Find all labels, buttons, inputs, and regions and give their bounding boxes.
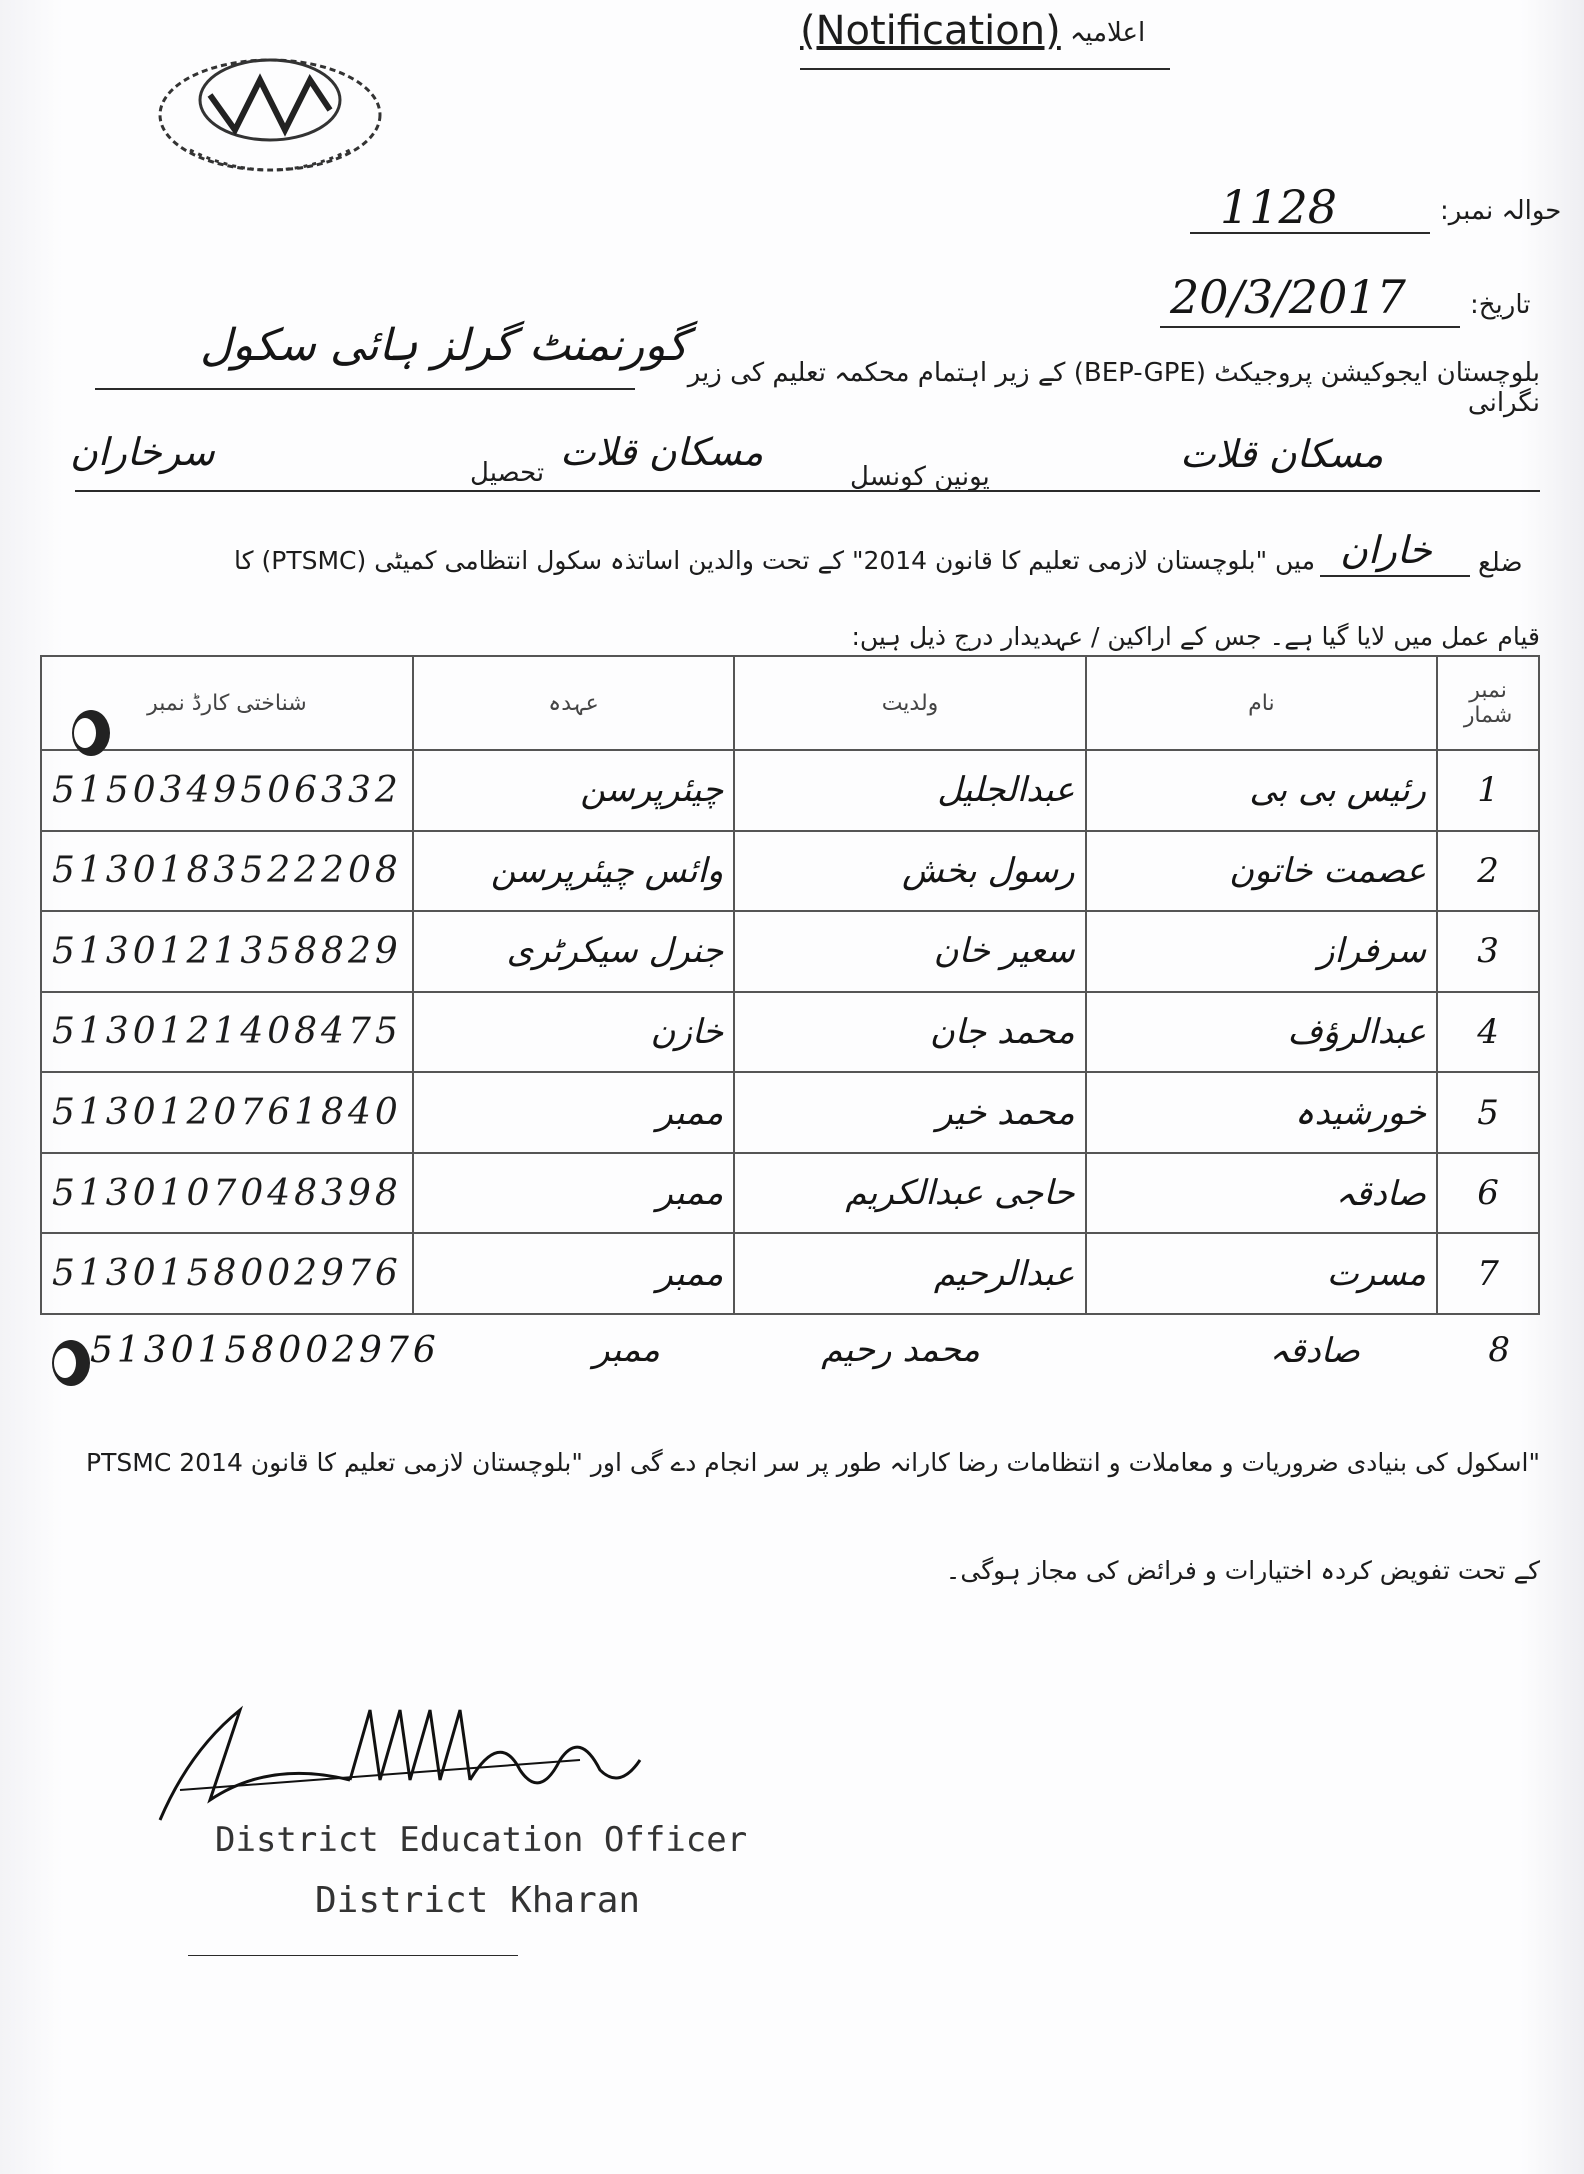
body-line-4: قیام عمل میں لایا گیا ہے۔ جس کے اراکین / عہدیدار درج ذیل ہیں: bbox=[851, 622, 1540, 651]
row-name: رئیس بی بی bbox=[1086, 750, 1437, 831]
punch-hole bbox=[72, 710, 110, 756]
officer-stamp-line-1: District Education Officer bbox=[215, 1820, 748, 1860]
table-row bbox=[41, 992, 1539, 1073]
district-underline bbox=[1320, 575, 1470, 577]
title-urdu: اعلامیہ bbox=[1070, 18, 1146, 48]
row-name: سرفراز bbox=[1086, 911, 1437, 992]
row-cnic: 5130120761840 bbox=[41, 1072, 413, 1153]
extra-serial: 8 bbox=[1488, 1330, 1510, 1370]
extra-name: صادقہ bbox=[1269, 1331, 1360, 1371]
row-serial: 2 bbox=[1437, 831, 1539, 912]
row-serial: 7 bbox=[1437, 1233, 1539, 1314]
school-name: گورنمنٹ گرلز ہائی سکول bbox=[200, 320, 688, 371]
extra-member-row bbox=[40, 1320, 1540, 1390]
row-designation: خازن bbox=[413, 992, 735, 1073]
row-cnic: 5130107048398 bbox=[41, 1153, 413, 1234]
reference-underline bbox=[1190, 232, 1430, 234]
department-seal bbox=[150, 40, 390, 180]
row-parentage: محمد جان bbox=[734, 992, 1085, 1073]
row-name: عصمت خاتون bbox=[1086, 831, 1437, 912]
body-line-1: بلوچستان ایجوکیشن پروجیکٹ (BEP-GPE) کے زیر اہتمام محکمہ تعلیم کی زیر نگرانی bbox=[687, 358, 1540, 418]
row-serial: 6 bbox=[1437, 1153, 1539, 1234]
table-row bbox=[41, 831, 1539, 912]
row-cnic: 5130121358829 bbox=[41, 911, 413, 992]
tehsil-label: تحصیل bbox=[470, 458, 545, 488]
row-designation: چیئرپرسن bbox=[413, 750, 735, 831]
row-name: مسرت bbox=[1086, 1233, 1437, 1314]
table-row bbox=[41, 1153, 1539, 1234]
row-serial: 3 bbox=[1437, 911, 1539, 992]
row-designation: وائس چیئرپرسن bbox=[413, 831, 735, 912]
reference-label: حوالہ نمبر: bbox=[1440, 196, 1562, 226]
row-name: عبدالرؤف bbox=[1086, 992, 1437, 1073]
signature-underline bbox=[188, 1955, 518, 1956]
row-serial: 5 bbox=[1437, 1072, 1539, 1153]
row-parentage: سعیر خان bbox=[734, 911, 1085, 992]
row-designation: ممبر bbox=[413, 1072, 735, 1153]
extra-cnic: 5130158002976 bbox=[90, 1330, 440, 1371]
body-line-3: میں "بلوچستان لازمی تعلیم کا قانون 2014" کے تحت والدین اساتذہ سکول انتظامی کمیٹی (PTSMC) کا bbox=[234, 546, 1315, 575]
uc-value: مسکان قلات bbox=[560, 430, 764, 474]
header-designation: عہدہ bbox=[413, 656, 735, 750]
officer-stamp-line-2: District Kharan bbox=[315, 1880, 641, 1921]
row-name: خورشیدہ bbox=[1086, 1072, 1437, 1153]
reference-number: 1128 bbox=[1220, 180, 1338, 234]
extra-designation: ممبر bbox=[593, 1330, 660, 1370]
row-parentage: حاجی عبدالکریم bbox=[734, 1153, 1085, 1234]
date-underline bbox=[1160, 326, 1460, 328]
closing-line-2: کے تحت تفویض کردہ اختیارات و فرائض کی مجاز ہوگی۔ bbox=[945, 1556, 1540, 1585]
title-underline bbox=[800, 68, 1170, 70]
header-cnic: شناختی کارڈ نمبر bbox=[41, 656, 413, 750]
title-english: (Notification) bbox=[800, 8, 1061, 54]
row-parentage: محمد خیر bbox=[734, 1072, 1085, 1153]
date-value: 20/3/2017 bbox=[1170, 270, 1406, 324]
row-cnic: 5130121408475 bbox=[41, 992, 413, 1073]
header-parentage: ولدیت bbox=[734, 656, 1085, 750]
row-serial: 4 bbox=[1437, 992, 1539, 1073]
date-label: تاریخ: bbox=[1470, 290, 1531, 320]
row-cnic: 5130183522208 bbox=[41, 831, 413, 912]
table-row bbox=[41, 1072, 1539, 1153]
signature-drawing bbox=[150, 1690, 650, 1840]
district-value: خاران bbox=[1340, 528, 1432, 572]
header-serial: نمبر شمار bbox=[1437, 656, 1539, 750]
header-name: نام bbox=[1086, 656, 1437, 750]
row-designation: جنرل سیکرٹری bbox=[413, 911, 735, 992]
row-parentage: رسول بخش bbox=[734, 831, 1085, 912]
row-parentage: عبدالجلیل bbox=[734, 750, 1085, 831]
table-row bbox=[41, 750, 1539, 831]
closing-line-1: PTSMC اسکول کی بنیادی ضروریات و معاملات و انتظامات رضا کارانہ طور پر سر انجام دے گی اور "بلوچستان لازمی تعلیم کا قانون 2014" bbox=[86, 1448, 1540, 1477]
row-designation: ممبر bbox=[413, 1233, 735, 1314]
row-parentage: عبدالرحیم bbox=[734, 1233, 1085, 1314]
row-cnic: 5130158002976 bbox=[41, 1233, 413, 1314]
table-row bbox=[41, 1233, 1539, 1314]
row-designation: ممبر bbox=[413, 1153, 735, 1234]
row-name: صادقہ bbox=[1086, 1153, 1437, 1234]
line2-underline bbox=[75, 490, 1540, 492]
tehsil-value: سرخاران bbox=[70, 430, 215, 474]
members-table bbox=[40, 655, 1540, 1315]
row-serial: 1 bbox=[1437, 750, 1539, 831]
extra-parentage: محمد رحیم bbox=[821, 1330, 980, 1370]
school-underline bbox=[95, 388, 635, 390]
village-name: مسکان قلات bbox=[1180, 432, 1384, 476]
row-cnic: 5150349506332 bbox=[41, 750, 413, 831]
table-header-row bbox=[41, 656, 1539, 750]
uc-label: یونین کونسل bbox=[850, 462, 990, 492]
table-row bbox=[41, 911, 1539, 992]
district-label: ضلع bbox=[1478, 548, 1523, 578]
